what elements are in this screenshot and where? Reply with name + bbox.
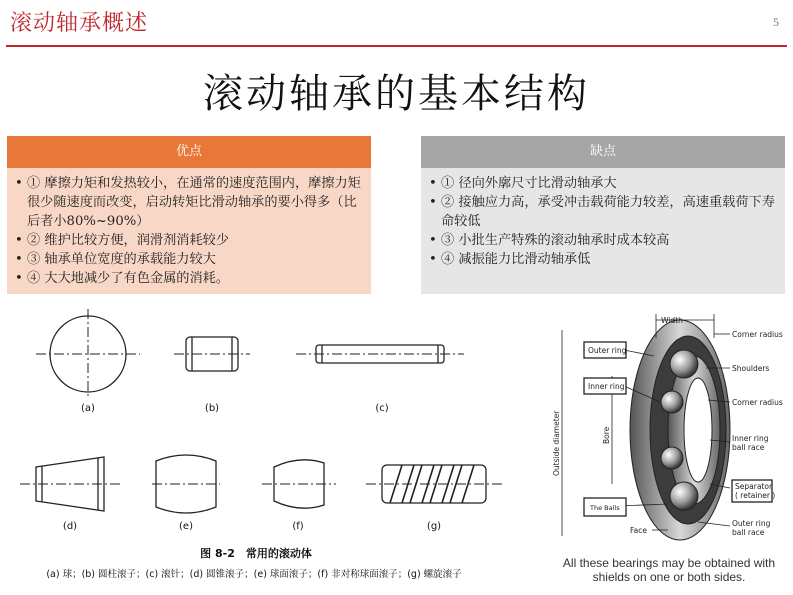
- label-face: Face: [630, 526, 647, 535]
- label-c: (c): [375, 403, 389, 414]
- list-item: • ④ 大大地减少了有色金属的消耗。: [15, 269, 363, 288]
- bearing-anatomy-figure: [548, 308, 790, 556]
- label-g: (g): [426, 521, 442, 532]
- label-inner-ring-race-2: ball race: [732, 443, 765, 452]
- label-shoulders: Shoulders: [732, 364, 770, 373]
- list-item: • ② 接触应力高，承受冲击载荷能力较差，高速重载荷下寿命较低: [429, 193, 777, 231]
- label-e: (e): [179, 521, 193, 532]
- list-item: • ④ 减振能力比滑动轴承低: [429, 250, 777, 269]
- header-title: 滚动轴承概述: [10, 11, 149, 36]
- page-number: 5: [773, 15, 779, 29]
- list-item: • ① 径向外廓尺寸比滑动轴承大: [429, 174, 777, 193]
- label-corner-radius-mid: Corner radius: [732, 398, 783, 407]
- figure-caption: (a) 球；(b) 圆柱滚子；(c) 滚针；(d) 圆锥滚子；(e) 球面滚子；(f) 非对称球面滚子；(g) 螺旋滚子: [46, 569, 462, 580]
- asymmetric-roller-drawing: [262, 460, 336, 508]
- page-title: 滚动轴承的基本结构: [203, 71, 590, 117]
- rolling-elements-figure: [6, 305, 506, 590]
- spherical-roller-drawing: [152, 455, 220, 513]
- needle-roller-drawing: [296, 345, 464, 363]
- pros-panel: [7, 136, 371, 294]
- label-inner-ring: Inner ring: [588, 382, 625, 391]
- label-the-balls: The Balls: [590, 504, 620, 512]
- label-outer-ring-race-1: Outer ring: [732, 519, 771, 528]
- list-item: • ② 维护比较方便，润滑剂消耗较少: [15, 231, 363, 250]
- cons-list: [429, 174, 777, 269]
- bearing-caption: All these bearings may be obtained with shields on one or both sides.: [562, 556, 776, 584]
- spiral-roller-drawing: [366, 465, 502, 503]
- list-item: • ① 摩擦力矩和发热较小，在通常的速度范围内，摩擦力矩很少随速度而改变，启动转矩比滑动轴承的要小得多（比后者小80%~90%）: [15, 174, 363, 231]
- header-divider: [6, 45, 787, 47]
- tapered-roller-drawing: [20, 457, 120, 511]
- ball-drawing: [36, 309, 140, 399]
- label-outer-ring: Outer ring: [588, 346, 627, 355]
- label-b: (b): [204, 403, 220, 414]
- pros-list: [15, 174, 363, 288]
- label-d: (d): [62, 521, 78, 532]
- pros-heading: 优点: [7, 136, 371, 168]
- label-outer-ring-race-2: ball race: [732, 528, 765, 537]
- figure-title: 图 8-2 常用的滚动体: [200, 547, 312, 560]
- label-inner-ring-race-1: Inner ring: [732, 434, 769, 443]
- label-separator-1: Separator: [735, 482, 773, 491]
- cylinder-roller-drawing: [174, 337, 250, 371]
- label-a: (a): [81, 403, 95, 414]
- list-item: • ③ 轴承单位宽度的承载能力较大: [15, 250, 363, 269]
- label-width: Width: [661, 316, 683, 325]
- cons-panel: [421, 136, 785, 294]
- cons-heading: 缺点: [421, 136, 785, 168]
- label-f: (f): [292, 521, 304, 532]
- label-corner-radius-top: Corner radius: [732, 330, 783, 339]
- list-item: • ③ 小批生产特殊的滚动轴承时成本较高: [429, 231, 777, 250]
- label-outside-diameter: Outside diameter: [552, 410, 561, 476]
- label-bore: Bore: [602, 426, 611, 444]
- label-separator-2: ( retainer ): [735, 491, 776, 500]
- bearing-drawing: [630, 320, 730, 540]
